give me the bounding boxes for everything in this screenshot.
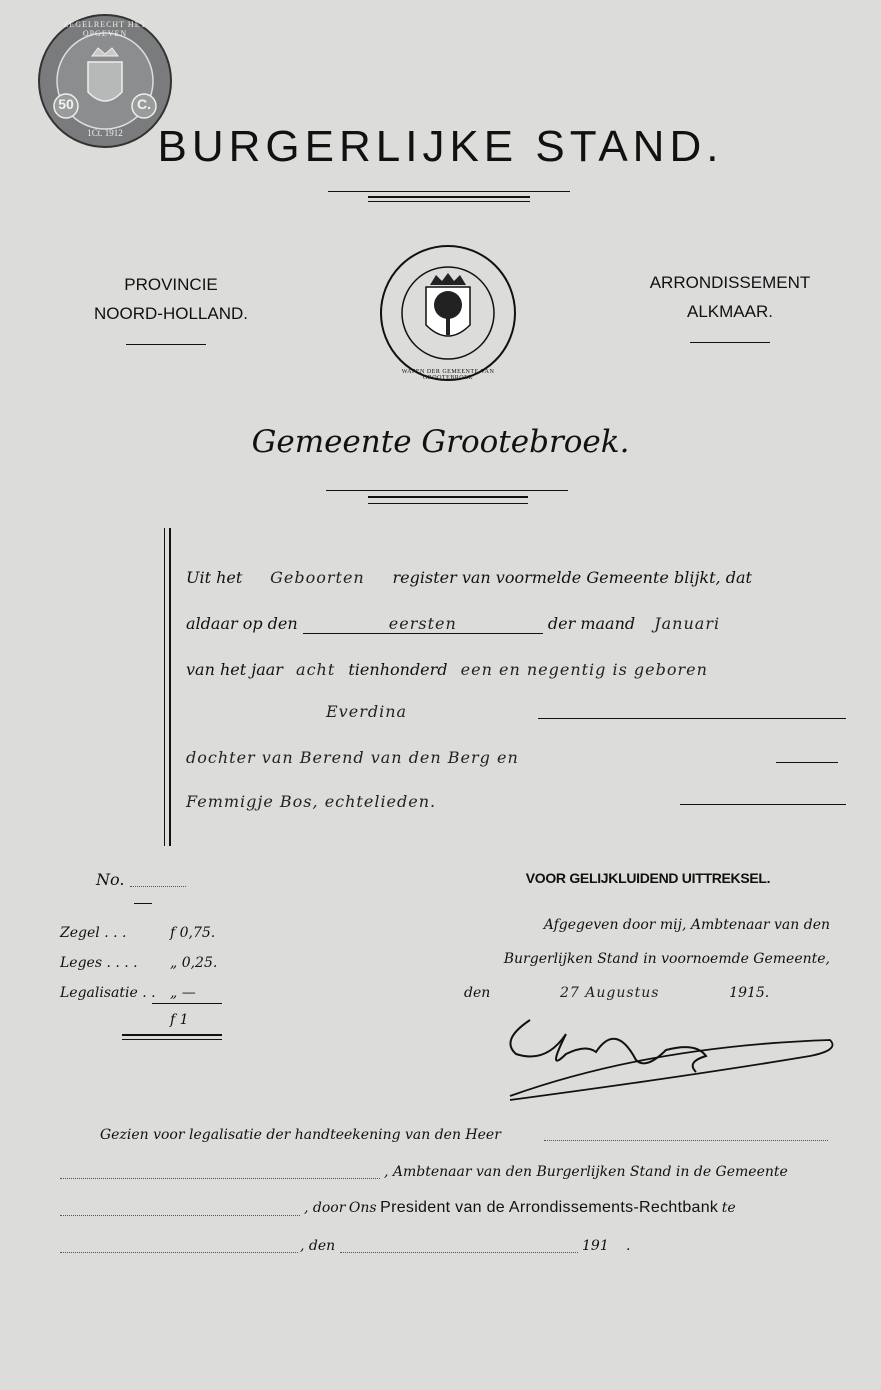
left-margin-bar — [164, 528, 171, 846]
extract-line-5 — [186, 748, 846, 768]
fees-table — [60, 918, 230, 1008]
stamp-year: 1Ct. 1912 — [87, 128, 123, 138]
child-name: Everdina — [326, 702, 408, 721]
afgegeven-line-2: Burgerlijken Stand in voornoemde Gemeente, — [503, 951, 830, 967]
gezien-field-2 — [60, 1178, 380, 1179]
parents: dochter van Berend van den Berg en — [186, 748, 519, 767]
birth-year-handwritten: acht — [296, 660, 336, 679]
line-4-rule — [538, 718, 846, 719]
gezien-door: , door — [304, 1200, 346, 1216]
signature-icon — [500, 1000, 840, 1110]
gezien-field-1 — [544, 1140, 828, 1141]
register-type: Geboorten — [270, 568, 365, 587]
tienhonderd: tienhonderd — [348, 660, 448, 679]
municipal-seal — [378, 243, 518, 383]
total-rule-2 — [122, 1039, 222, 1040]
afgegeven-line-1: Afgegeven door mij, Ambtenaar van den — [543, 917, 830, 933]
birth-month: Januari — [654, 614, 721, 633]
title-rule-mid — [368, 196, 530, 198]
afgegeven-den: den — [464, 985, 491, 1001]
municipality-title: Gemeente Grootebroek. — [251, 424, 630, 460]
title-rule-bottom — [368, 201, 530, 202]
number-rule — [134, 903, 152, 904]
voor-gelijkluidend: VOOR GELIJKLUIDEND UITTREKSEL. — [525, 870, 771, 886]
gezien-year: 191 — [582, 1238, 609, 1254]
leges-value: „ 0,25. — [170, 955, 218, 971]
gezien-line-2: , Ambtenaar van den Burgerlijken Stand in de Gemeente — [384, 1164, 788, 1180]
stamp-unit: C. — [137, 96, 151, 112]
legal-label: Legalisatie . . — [60, 985, 156, 1001]
line-6-rule — [680, 804, 846, 805]
birth-year-rest: een en negentig is geboren — [460, 660, 708, 679]
van-het-jaar: van het jaar — [186, 660, 283, 679]
province-label: PROVINCIE — [124, 275, 218, 294]
district-name: ALKMAAR. — [687, 302, 773, 321]
fees-rule — [152, 1003, 222, 1004]
stamp-legend: ZEGELRECHT HET OPGEVEN — [63, 20, 147, 38]
gezien-den: , den — [300, 1238, 336, 1254]
coat-of-arms-icon — [378, 243, 518, 383]
muni-rule-bottom — [368, 503, 528, 504]
birth-day: eersten — [303, 614, 543, 634]
der-maand: der maand — [547, 614, 636, 633]
gezien-line-1: Gezien voor legalisatie der handteekening van den Heer — [100, 1127, 501, 1143]
muni-rule-mid — [368, 496, 528, 498]
extract-line-4 — [186, 702, 846, 722]
mother-name: Femmigje Bos, echtelieden. — [186, 792, 437, 811]
zegel-value: f 0,75. — [170, 925, 216, 941]
number-field — [130, 886, 186, 887]
leges-label: Leges . . . . — [60, 955, 138, 971]
issue-year: 1915. — [729, 985, 770, 1001]
gezien-field-3 — [60, 1215, 300, 1216]
afgegeven-block — [464, 908, 830, 1010]
gezien-ons: Ons — [348, 1200, 377, 1216]
total-rule-1 — [122, 1034, 222, 1036]
uit-het: Uit het — [186, 568, 243, 587]
district-rule — [690, 342, 770, 343]
issue-date: 27 Augustus — [560, 985, 660, 1001]
extract-line-2 — [186, 614, 846, 634]
legal-value: „ — — [170, 985, 196, 1001]
page-title: BURGERLIJKE STAND. — [157, 122, 724, 171]
gezien-field-5 — [340, 1252, 578, 1253]
number-label: No. — [96, 870, 125, 889]
stamp-value: 50 — [58, 96, 74, 112]
gezien-te: te — [721, 1200, 736, 1216]
gezien-field-4 — [60, 1252, 298, 1253]
fee-total: f 1 — [170, 1012, 189, 1028]
extract-line-6 — [186, 792, 846, 812]
district-label: ARRONDISSEMENT — [649, 273, 811, 292]
province-header — [60, 270, 282, 328]
gezien-line-3 — [304, 1199, 830, 1217]
province-rule — [126, 344, 206, 345]
zegel-label: Zegel . . . — [60, 925, 127, 941]
gezien-president: President van de Arrondissements-Rechtbank — [380, 1199, 719, 1216]
extract-line-3 — [186, 660, 866, 679]
province-name: NOORD-HOLLAND. — [94, 304, 248, 323]
aldaar-op-den: aldaar op den — [186, 614, 298, 633]
gezien-period: . — [626, 1238, 631, 1254]
fee-row-zegel — [60, 918, 230, 948]
title-rule-top — [328, 191, 570, 192]
extract-line-1 — [186, 568, 846, 587]
register-phrase: register van voormelde Gemeente blijkt, dat — [392, 568, 752, 587]
district-header — [620, 268, 840, 326]
fee-row-leges — [60, 948, 230, 978]
muni-rule-top — [326, 490, 568, 491]
seal-legend: WAPEN DER GEMEENTE VAN GROOTEBROEK — [401, 369, 495, 381]
line-5-rule — [776, 762, 838, 763]
